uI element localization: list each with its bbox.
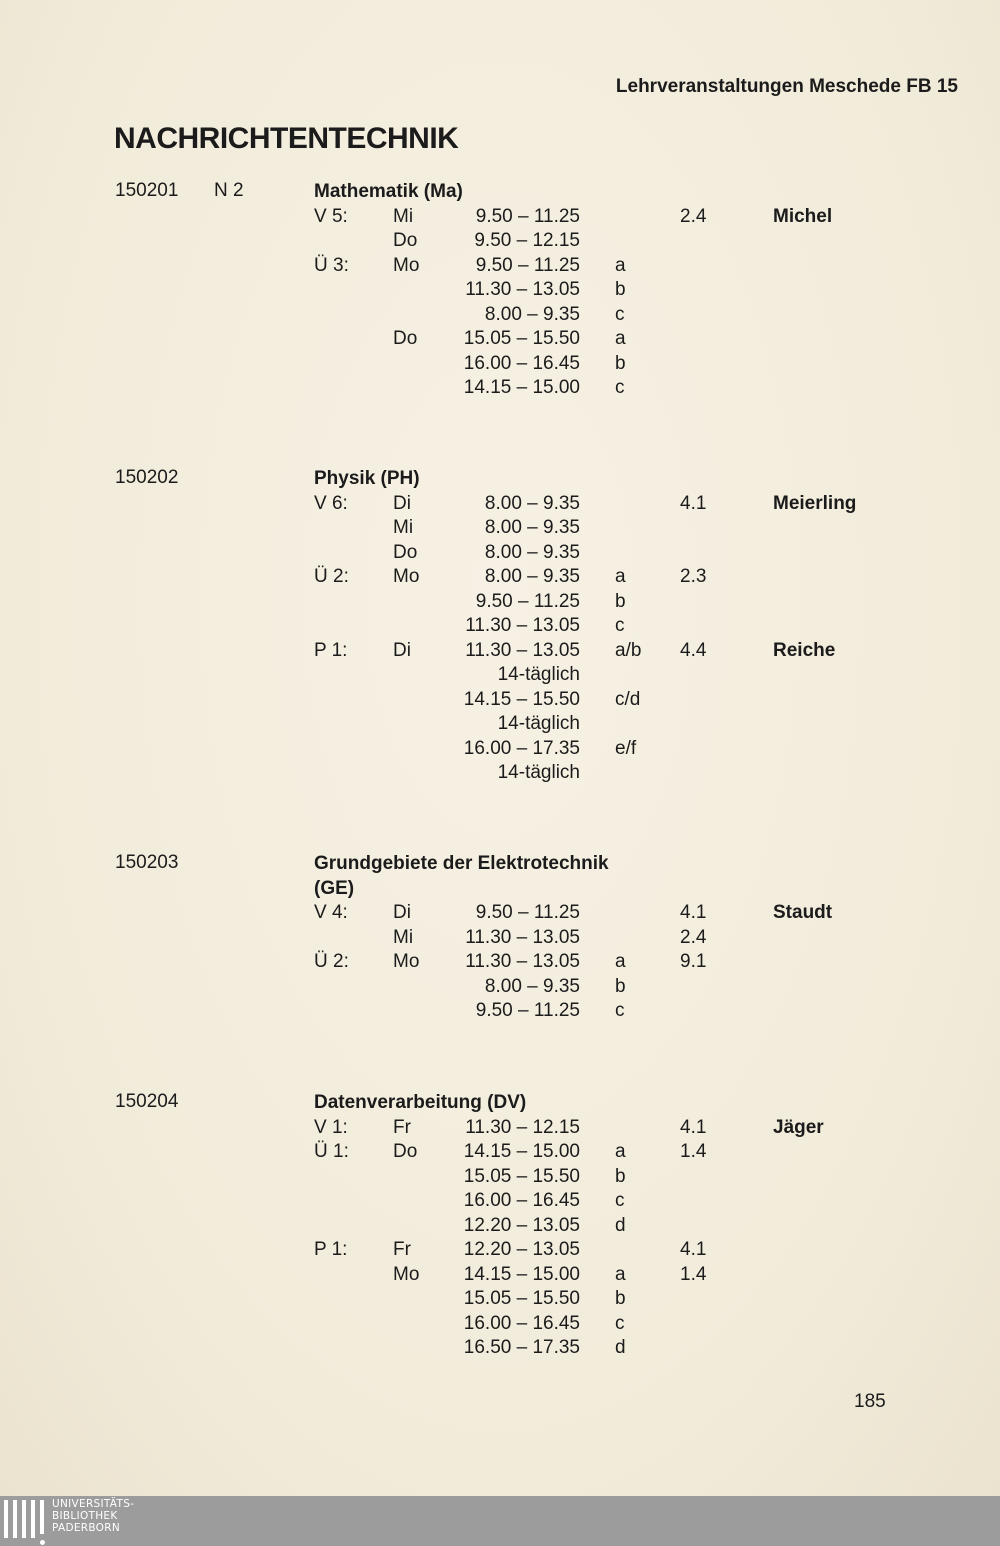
schedule-row: [0, 737, 1000, 762]
course-number: 150204: [115, 1091, 179, 1112]
session-type: Ü 3:: [314, 254, 349, 276]
session-time: 15.05 – 15.50: [463, 1288, 580, 1309]
session-time: 11.30 – 13.05: [465, 639, 580, 661]
library-name-line: BIBLIOTHEK: [52, 1510, 118, 1522]
session-time: 8.00 – 9.35: [484, 303, 580, 325]
schedule-row: [0, 639, 1000, 664]
session-room: 1.4: [680, 1263, 707, 1285]
schedule-row: [0, 229, 1000, 254]
session-type: V 6:: [314, 492, 348, 514]
session-room: 4.1: [680, 492, 707, 514]
session-time: 12.20 – 13.05: [463, 1214, 580, 1236]
session-group: a: [615, 566, 626, 587]
course-title: Mathematik (Ma): [314, 181, 463, 202]
session-time: 9.50 – 11.25: [475, 1000, 580, 1021]
session-group: d: [615, 1337, 626, 1358]
schedule-row: [0, 565, 1000, 590]
session-group: b: [615, 352, 626, 374]
session-group: a: [615, 1141, 626, 1162]
schedule-row: [0, 901, 1000, 926]
session-day: Fr: [393, 1239, 411, 1260]
session-group: c: [615, 1000, 625, 1021]
session-group: c: [615, 303, 625, 325]
session-day: Di: [393, 639, 411, 661]
session-time: 11.30 – 13.05: [465, 951, 580, 972]
session-time: 9.50 – 12.15: [474, 230, 580, 251]
session-day: Mi: [393, 926, 414, 948]
session-time: 8.00 – 9.35: [484, 975, 580, 997]
session-group: c: [615, 1312, 625, 1334]
session-time: 14.15 – 15.00: [463, 1263, 580, 1285]
schedule-row: [0, 541, 1000, 566]
schedule-row: [0, 1116, 1000, 1141]
session-time: 16.00 – 17.35: [463, 737, 580, 759]
session-day: Di: [393, 902, 411, 923]
session-day: Mo: [393, 566, 420, 587]
session-time: 9.50 – 11.25: [475, 254, 580, 276]
session-room: 4.4: [680, 639, 707, 661]
session-time: 9.50 – 11.25: [475, 590, 580, 612]
schedule-row: [0, 376, 1000, 401]
session-group: c/d: [615, 688, 641, 710]
schedule-row: [0, 1238, 1000, 1263]
session-day: Di: [393, 492, 411, 514]
session-group: c: [615, 1190, 625, 1211]
schedule-row: [0, 303, 1000, 328]
schedule-row: [0, 688, 1000, 713]
library-name-line: PADERBORN: [52, 1522, 120, 1534]
session-day: Mi: [393, 517, 414, 538]
library-name-line: UNIVERSITÄTS-: [52, 1498, 135, 1510]
session-room: 9.1: [680, 951, 707, 972]
page-number: 185: [854, 1391, 886, 1412]
session-time: 16.00 – 16.45: [463, 352, 580, 374]
session-day: Mi: [393, 205, 414, 227]
session-group: d: [615, 1214, 626, 1236]
session-time: 16.50 – 17.35: [463, 1337, 580, 1358]
session-time: 15.05 – 15.50: [463, 328, 580, 349]
session-group: c: [615, 615, 625, 636]
course-code: N 2: [214, 180, 244, 201]
schedule-row: [0, 1189, 1000, 1214]
schedule-row: [0, 614, 1000, 639]
schedule-row: [0, 1312, 1000, 1337]
session-group: a: [615, 951, 626, 972]
session-group: a: [615, 328, 626, 349]
session-group: a/b: [615, 639, 642, 661]
schedule-row: [0, 663, 1000, 688]
session-type: V 1:: [314, 1116, 348, 1138]
course-number: 150201: [115, 180, 179, 201]
session-room: 1.4: [680, 1141, 707, 1162]
session-time: 14.15 – 15.00: [463, 377, 580, 398]
schedule-row: [0, 327, 1000, 352]
session-room: 4.1: [680, 1116, 707, 1138]
session-room: 2.4: [680, 205, 707, 227]
session-room: 2.4: [680, 926, 707, 948]
session-time: 11.30 – 13.05: [465, 615, 580, 636]
session-lecturer: Staudt: [773, 902, 833, 923]
schedule-row: [0, 1165, 1000, 1190]
session-group: b: [615, 590, 626, 612]
session-lecturer: Michel: [773, 205, 833, 227]
schedule-row: [0, 975, 1000, 1000]
schedule-row: [0, 999, 1000, 1024]
session-time: 15.05 – 15.50: [463, 1165, 580, 1187]
session-group: b: [615, 1288, 626, 1309]
session-group: b: [615, 975, 626, 997]
session-time: 8.00 – 9.35: [484, 541, 580, 563]
schedule-row: [0, 516, 1000, 541]
running-head: Lehrveranstaltungen Meschede FB 15: [615, 76, 958, 97]
session-day: Mo: [393, 951, 420, 972]
session-room: 4.1: [680, 902, 707, 923]
session-day: Do: [393, 328, 418, 349]
session-time: 16.00 – 16.45: [463, 1190, 580, 1211]
session-day: Mo: [393, 1263, 420, 1285]
session-time: 14-täglich: [497, 713, 580, 734]
session-room: 4.1: [680, 1239, 707, 1260]
session-time: 14.15 – 15.50: [463, 688, 580, 710]
schedule-row: [0, 205, 1000, 230]
session-time: 9.50 – 11.25: [475, 205, 580, 227]
session-group: b: [615, 1165, 626, 1187]
session-type: P 1:: [314, 639, 348, 661]
session-day: Do: [393, 230, 418, 251]
session-lecturer: Reiche: [773, 639, 836, 661]
session-group: c: [615, 377, 625, 398]
session-time: 11.30 – 12.15: [465, 1116, 580, 1138]
course-title: Grundgebiete der Elektrotechnik (GE): [314, 853, 609, 899]
session-time: 14.15 – 15.00: [463, 1141, 580, 1162]
session-day: Do: [393, 541, 418, 563]
session-time: 16.00 – 16.45: [463, 1312, 580, 1334]
schedule-row: [0, 254, 1000, 279]
session-type: P 1:: [314, 1239, 348, 1260]
session-type: Ü 2:: [314, 566, 349, 587]
course-number: 150203: [115, 852, 179, 873]
session-time: 14-täglich: [497, 664, 580, 685]
library-footer: [0, 1496, 1000, 1546]
session-lecturer: Jäger: [773, 1116, 824, 1138]
session-time: 8.00 – 9.35: [484, 566, 580, 587]
schedule-row: [0, 1287, 1000, 1312]
schedule-row: [0, 1140, 1000, 1165]
session-time: 9.50 – 11.25: [475, 902, 580, 923]
schedule-row: [0, 950, 1000, 975]
session-time: 12.20 – 13.05: [463, 1239, 580, 1260]
session-type: Ü 2:: [314, 951, 349, 972]
course-title: Physik (PH): [314, 468, 420, 489]
session-time: 11.30 – 13.05: [465, 279, 580, 300]
schedule-row: [0, 492, 1000, 517]
schedule-row: [0, 352, 1000, 377]
session-group: a: [615, 254, 626, 276]
section-title: NACHRICHTENTECHNIK: [114, 122, 459, 155]
session-day: Do: [393, 1141, 418, 1162]
library-name: [52, 1498, 134, 1534]
schedule-row: [0, 590, 1000, 615]
schedule-row: [0, 761, 1000, 786]
session-type: V 5:: [314, 205, 348, 227]
session-group: b: [615, 279, 626, 300]
schedule-row: [0, 1263, 1000, 1288]
session-time: 14-täglich: [497, 762, 580, 783]
session-time: 11.30 – 13.05: [465, 926, 580, 948]
library-logo-icon: [2, 1500, 44, 1542]
course-title: Datenverarbeitung (DV): [314, 1092, 527, 1113]
schedule-row: [0, 278, 1000, 303]
schedule-row: [0, 1336, 1000, 1361]
session-lecturer: Meierling: [773, 492, 857, 514]
schedule-row: [0, 1214, 1000, 1239]
session-type: Ü 1:: [314, 1141, 349, 1162]
session-time: 8.00 – 9.35: [484, 517, 580, 538]
session-type: V 4:: [314, 902, 348, 923]
course-number: 150202: [115, 467, 179, 488]
session-day: Fr: [393, 1116, 411, 1138]
session-group: e/f: [615, 737, 637, 759]
schedule-row: [0, 712, 1000, 737]
session-time: 8.00 – 9.35: [484, 492, 580, 514]
session-day: Mo: [393, 254, 420, 276]
schedule-row: [0, 926, 1000, 951]
session-room: 2.3: [680, 566, 707, 587]
session-group: a: [615, 1263, 626, 1285]
